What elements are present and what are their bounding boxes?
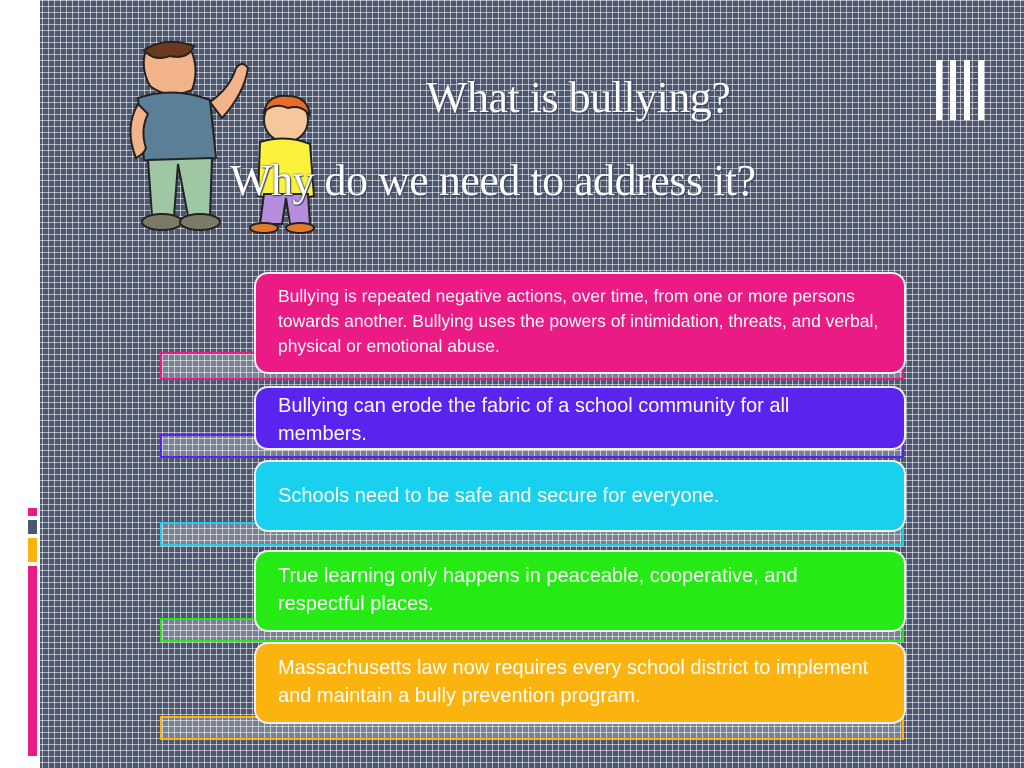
bullet-text-2: Bullying can erode the fabric of a school community for all members.	[278, 395, 790, 445]
bullet-card-3	[256, 462, 904, 530]
decorative-bars	[934, 60, 1024, 120]
bullet-text-1: Bullying is repeated negative actions, over time, from one or more persons towards another. Bullying uses the powers of intimidation, threats, and verbal, physical or emotional abuse.	[278, 286, 879, 356]
bullet-text-4: True learning only happens in peaceable, cooperative, and respectful places.	[278, 565, 798, 615]
bullet-card-2	[256, 388, 904, 448]
bully-figure	[118, 38, 278, 238]
bully-cartoon-illustration	[118, 38, 328, 238]
bullet-text-5: Massachusetts law now requires every school district to implement and maintain a bully prevention program.	[278, 657, 869, 707]
bullet-card-4	[256, 552, 904, 630]
bullet-card-1	[256, 274, 904, 372]
bullet-card-5	[256, 644, 904, 722]
bullet-text-3: Schools need to be safe and secure for everyone.	[278, 485, 720, 507]
slide-title-line2: Why do we need to address it?	[230, 156, 756, 205]
left-accent-stripes	[28, 0, 38, 768]
slide-title-line1: What is bullying?	[426, 73, 731, 122]
